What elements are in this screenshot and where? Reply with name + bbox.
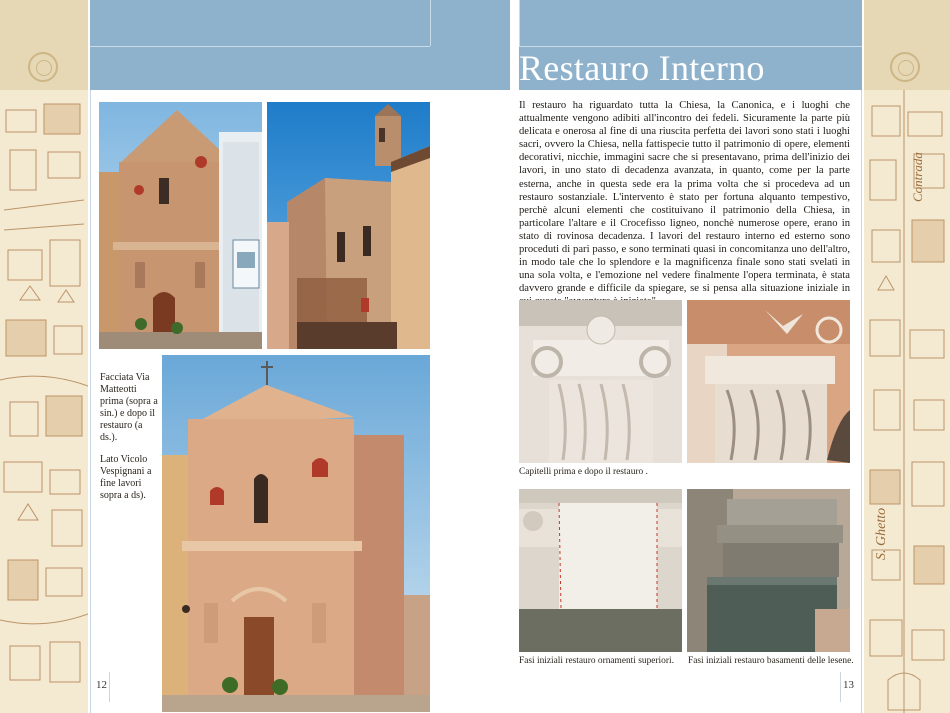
caption-pilaster-bases: Fasi iniziali restauro basamenti delle lesene. [688,656,854,666]
header-band-left [90,0,510,90]
body-text: Il restauro ha riguardato tutta la Chiesa, la Canonica, e i luoghi che attualmente vengono adibiti all'incontro dei fedeli. Sicuramente la parte più delicata e onerosa al fine di una riuscita perfetta dei lavori sono stati i luoghi sacri, ovvero la Chiesa, nella fattispecie tutto il patrimonio di opere, elementi decorativi, nicchie, immagini sacre che si presentavano, prima dell'inizio dei lavori, in uno stato di decadenza avanzata, in quanto, come per la parte esterna, anche in questa sede era la prima volta che si procedeva ad un restauro sostanziale. L'intervento è stato per fortuna alquanto tempestivo, perchè alcuni elementi che costituivano il patrimonio della Chiesa, in particolare l'altare e il Crocefisso ligneo, nonchè numerose opere, erano in stato di rovinosa decadenza. I lavori del restauro interno ed esterno sono proceduti di pari passo, e sono terminati quasi in concomitanza uno dell'altro, in modo tale che lo splendore e la magnificenza finale sono stati svelati in una sola volta, e l'emozione nel vedere finalmente l'opera terminata, è stata davvero grande e difficile da spiegare, se si pensa alla situazione iniziale in [519,100,850,295]
caption-upper-ornaments: Fasi iniziali restauro ornamenti superiori. [519,656,674,666]
photo-capital-before [519,300,682,463]
corner-decoration-right [864,0,950,90]
side-map-right [864,90,950,713]
photo-pilaster-bases [687,489,850,652]
old-town-map-illustration [864,90,950,713]
photo-facade-before [99,102,262,349]
medallion-icon [28,52,58,82]
photo-side-lane [267,102,430,349]
header-rule-left [90,46,430,47]
frame-left [90,90,91,713]
photo-upper-ornaments [519,489,682,652]
map-text-contrada: Contrada [910,152,925,202]
page-number-right: 13 [843,679,854,691]
photo-facade-after [162,355,430,712]
header-rule-left-vertical [430,0,431,46]
caption-side-text: Lato Vicolo Vespignani a fine lavori sopra a ds). [100,454,152,501]
page-title: Restauro Interno [519,48,765,88]
medallion-icon [890,52,920,82]
caption-capitals: Capitelli prima e dopo il restauro . [519,467,648,477]
photo-capital-after [687,300,850,463]
frame-right [861,90,862,713]
caption-facade-text: Facciata Via Matteotti prima (sopra a sin.) e dopo il restauro (a ds.). [100,372,158,443]
side-map-left [0,90,88,713]
map-text-ghetto: S. Ghetto [874,507,889,560]
caption-facade [100,372,160,512]
header-rule-right-vertical [519,0,520,46]
old-town-map-illustration [0,90,88,713]
page-number-left: 12 [96,679,107,691]
corner-decoration-left [0,0,88,90]
